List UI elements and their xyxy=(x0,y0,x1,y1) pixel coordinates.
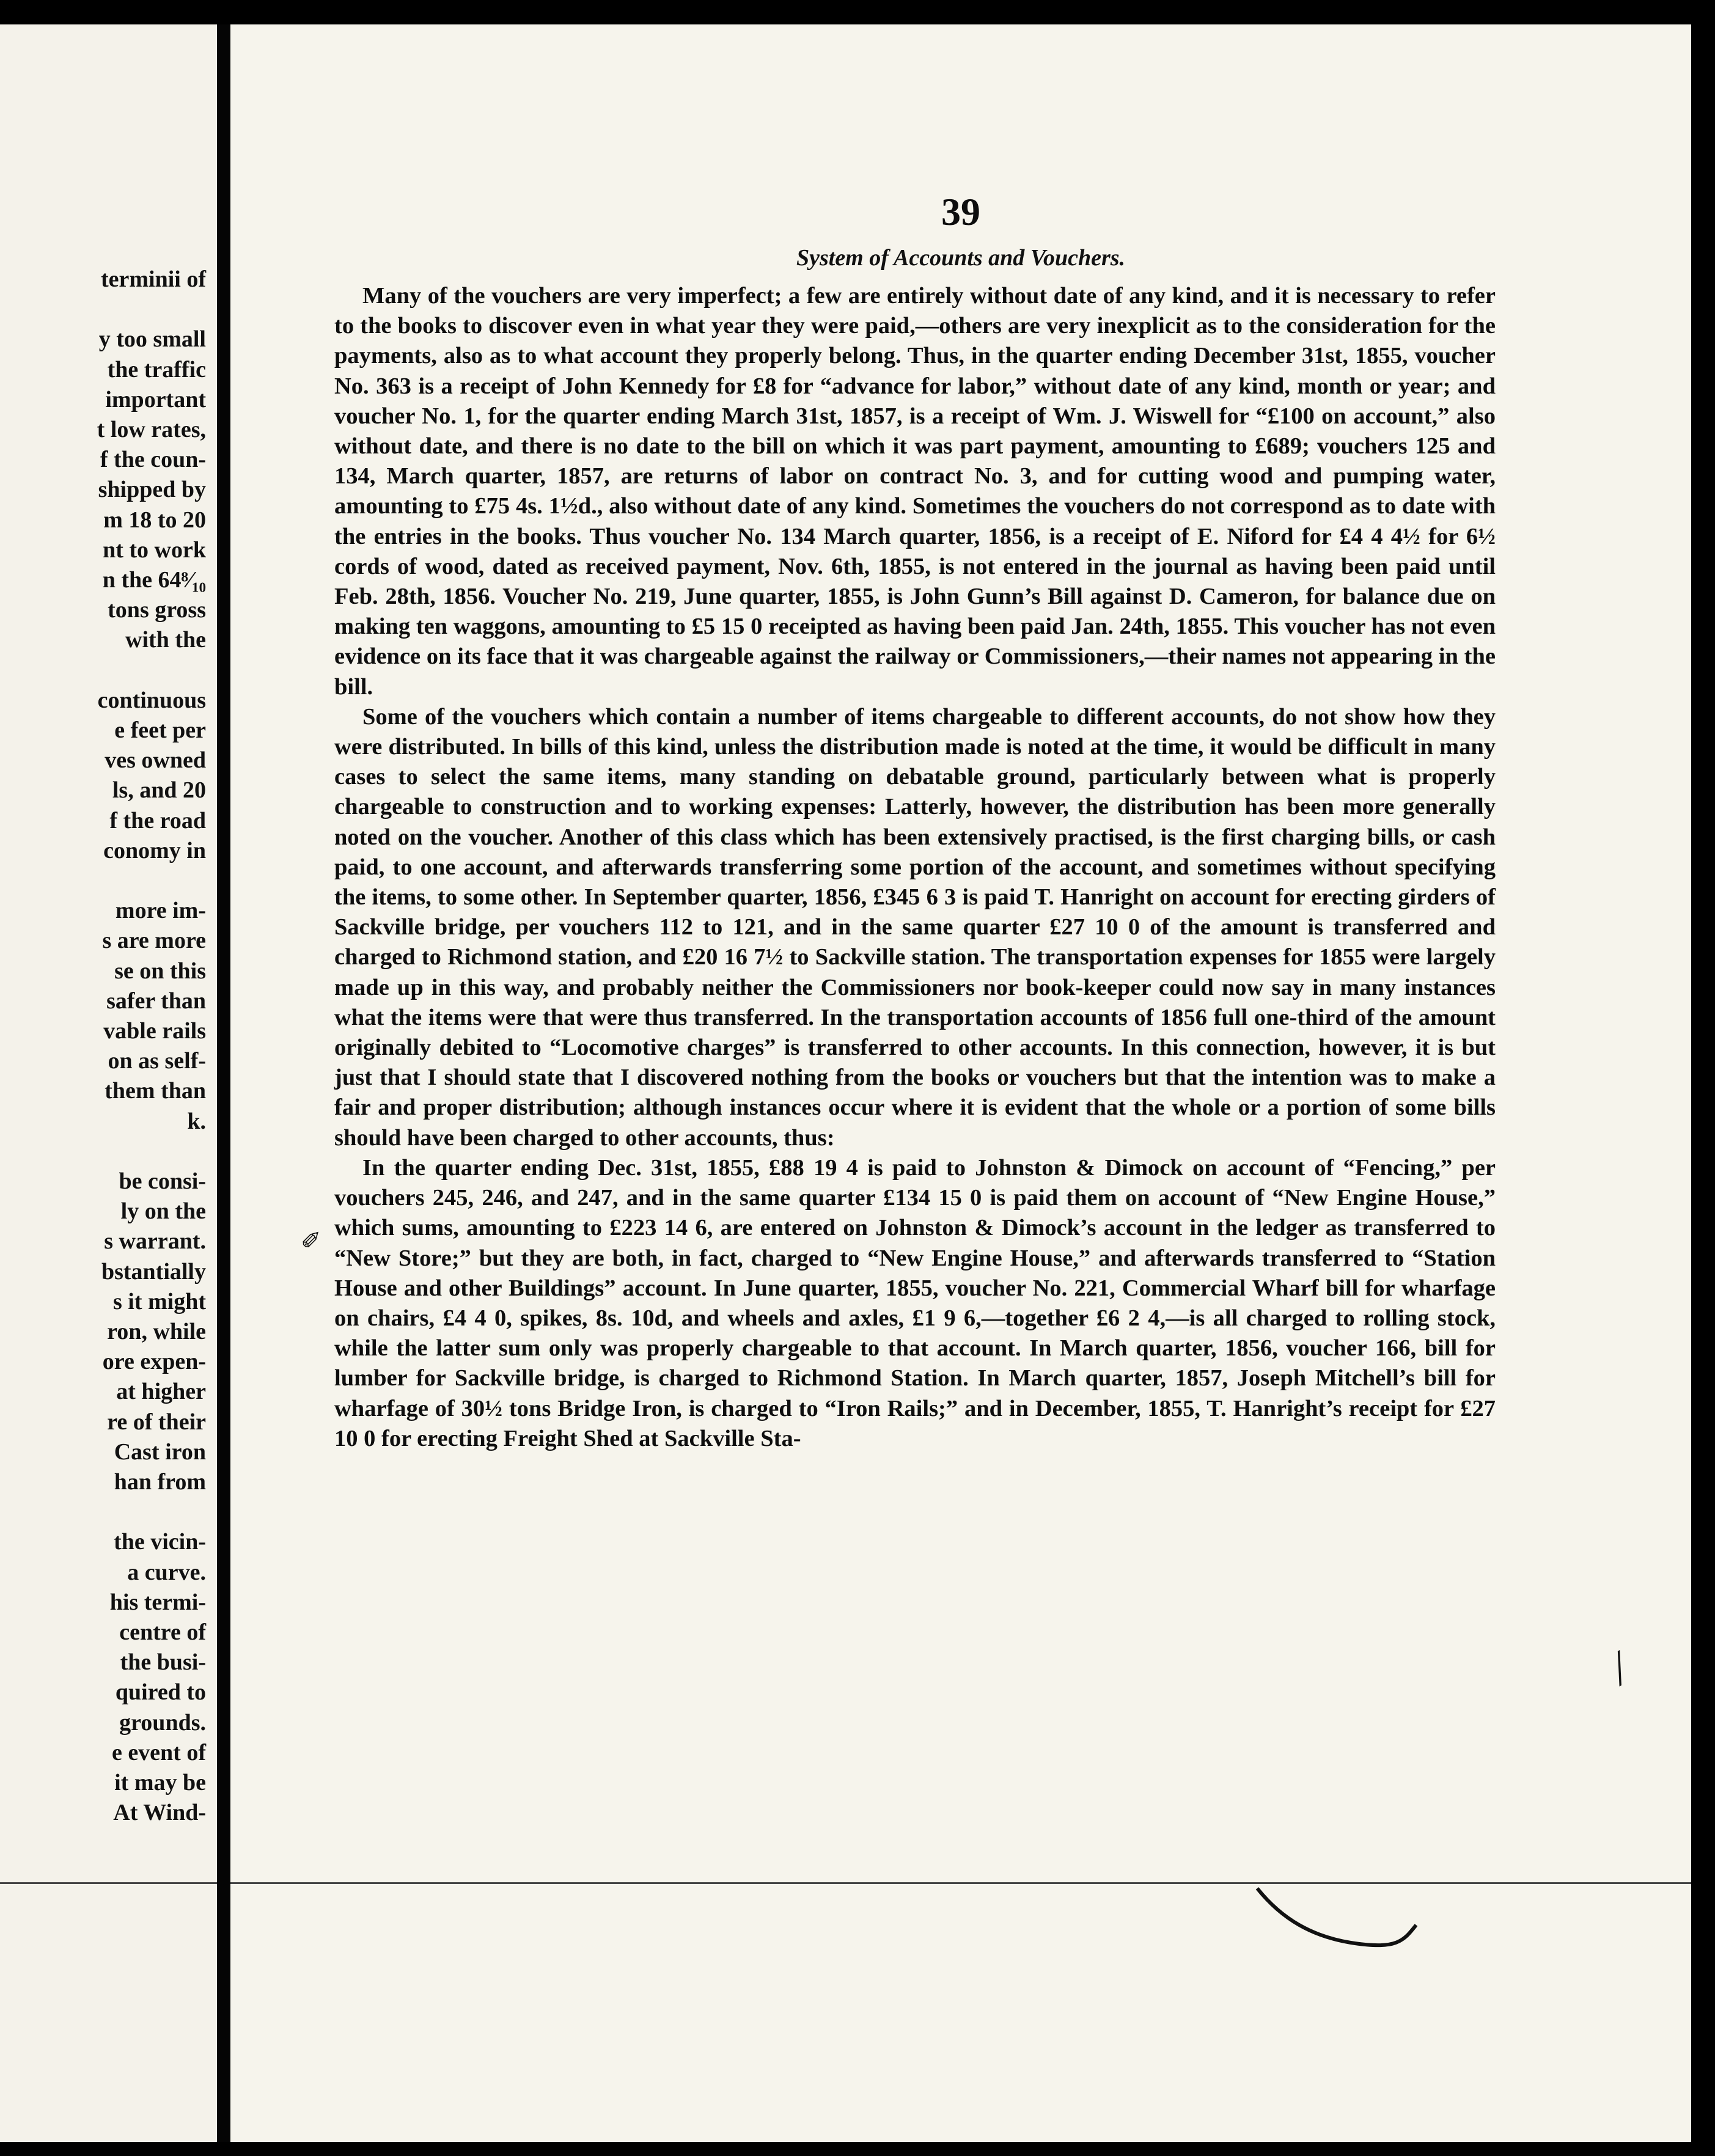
facing-page-line: m 18 to 20 xyxy=(103,507,206,533)
facing-page-line: safer than xyxy=(106,988,206,1014)
facing-page-line: shipped by xyxy=(98,477,206,503)
facing-page-line: his termi- xyxy=(109,1589,206,1615)
facing-page-line: e feet per xyxy=(114,717,206,743)
facing-page-line: f the coun- xyxy=(100,447,206,473)
facing-page-line: re of their xyxy=(107,1409,206,1435)
facing-page-line: f the road xyxy=(109,807,206,834)
scribble-icon xyxy=(1245,1882,1428,1956)
facing-page-line: on as self- xyxy=(108,1048,206,1074)
facing-page-line: at higher xyxy=(116,1379,206,1405)
facing-page-line: the traffic xyxy=(107,356,206,383)
facing-page-line: t low rates, xyxy=(97,417,206,442)
running-head: System of Accounts and Vouchers. xyxy=(796,245,1126,271)
facing-page-line: quired to xyxy=(115,1679,206,1706)
facing-page-line: s it might xyxy=(113,1288,206,1314)
main-page xyxy=(230,24,1691,2142)
facing-page-line: ves owned xyxy=(105,747,206,774)
margin-pencil-mark: ✐ xyxy=(301,1227,321,1255)
page-gutter xyxy=(217,24,230,2142)
facing-page-line: vable rails xyxy=(103,1018,206,1044)
facing-page-line: terminii of xyxy=(100,266,206,292)
facing-page-line: tons gross xyxy=(108,597,206,623)
facing-page-line: se on this xyxy=(114,958,206,984)
facing-page-line: han from xyxy=(114,1469,206,1495)
facing-page-line: centre of xyxy=(119,1619,206,1645)
paragraph-2: Some of the vouchers which contain a number of items chargeable to different accounts, do not show how they were distributed. In bills of this kind, unless the distribution made is noted at the time, it would be difficult in many cases to select the same items, many standing on debatable ground, particularly between what is properly chargeable to construction and to working expenses: Latterly, however, the distribution has been more generally noted on the voucher. Another of this class which has been extensively practised, is the first charging bills, or cash paid, to one account, and afterwards transferring some portion of the account, and sometimes without specifying the items, to some other. In September quarter, 1856, £345 6 3 is paid T. Hanright on account for erecting girders of Sackville bridge, per vouchers 112 to 121, and in the same quarter £27 10 0 of the amount is transferred and charged to Richmond station, and £20 16 7½ to Sackville station. The transportation expenses for 1855 were largely made up in this way, and probably neither the Commissioners nor book-keeper could now say in many instances what the items were that were thus transferred. In the transportation accounts of 1856 full one-third of the amount originally debited to “Locomotive charges” is transferred to other accounts. In this connection, however, it is but just that I should state that I discovered nothing from the books or vouchers but that the intention was to make a fair and proper distribution; although instances occur where it is evident that the whole or a portion of some bills should have been charged to other accounts, thus: xyxy=(334,703,1496,1151)
facing-page-line: grounds. xyxy=(119,1709,206,1736)
page-bottom-rule xyxy=(230,1882,1691,1884)
facing-page-line: ly on the xyxy=(120,1198,206,1225)
facing-page-line: them than xyxy=(105,1078,206,1104)
facing-page-line: s are more xyxy=(102,928,206,954)
facing-page-line: e event of xyxy=(111,1739,206,1766)
facing-page-fragment xyxy=(0,24,217,2142)
paragraph-3: In the quarter ending Dec. 31st, 1855, £88 19 4 is paid to Johnston & Dimock on account of “Fencing,” per vouchers 245, 246, and 247, and in the same quarter £134 15 0 is paid them on account of “New Engine House,” which sums, amounting to £223 14 6, are entered on Johnston & Dimock’s account in the ledger as transferred to “New Store;” but they are both, in fact, charged to “New Engine House,” and afterwards transferred to “Station House and other Buildings” account. In June quarter, 1855, voucher No. 221, Commercial Wharf bill for wharfage on chairs, £4 4 0, spikes, 8s. 10d, and wheels and axles, £1 9 6,—together £6 2 4,—is all charged to rolling stock, while the latter sum only was properly chargeable to that account. In March quarter, 1856, voucher 166, bill for lumber for Sackville bridge, is charged to Richmond Station. In March quarter, 1857, Joseph Mitchell’s bill for wharfage of 30½ tons Bridge Iron, is charged to “Iron Rails;” and in December, 1855, T. Hanright’s receipt for £27 10 0 for erecting Freight Shed at Sackville Sta- xyxy=(334,1154,1496,1451)
facing-page-line: with the xyxy=(125,627,206,653)
page-number: 39 xyxy=(941,190,980,233)
facing-page-line: k. xyxy=(187,1108,206,1134)
facing-page-line: nt to work xyxy=(103,537,206,563)
paragraph-1: Many of the vouchers are very imperfect; a few are entirely without date of any kind, and it is necessary to refer to the books to discover even in what year they were paid,—others are very inexplicit as to the consideration for the payments, also as to what account they properly belong. Thus, in the quarter ending December 31st, 1855, voucher No. 363 is a receipt of John Kennedy for £8 for “advance for labor,” without date of any kind, month or year; and voucher No. 1, for the quarter ending March 31st, 1857, is a receipt of Wm. J. Wiswell for “£100 on account,” also without date, and there is no date to the bill on which it was part payment, amounting to £689; vouchers 125 and 134, March quarter, 1857, are returns of labor on contract No. 3, and for cutting wood and pumping water, amounting to £75 4s. 1½d., also without date of any kind. Sometimes the vouchers do not correspond as to date with the entries in the books. Thus voucher No. 134 March quarter, 1856, is a receipt of E. Niford for £4 4 4½ for 6½ cords of wood, dated as received payment, Nov. 6th, 1855, is not entered in the journal as having been paid until Feb. 28th, 1856. Voucher No. 219, June quarter, 1855, is John Gunn’s Bill against D. Cameron, for balance due on making ten waggons, amounting to £5 15 0 receipted as having been paid Jan. 24th, 1855. This voucher has not even evidence on its face that it was chargeable against the railway or Commissioners,—their names not appearing in the bill. xyxy=(334,283,1496,700)
facing-page-line: important xyxy=(105,386,206,413)
facing-page-line: it may be xyxy=(114,1770,206,1795)
facing-page-line: s warrant. xyxy=(104,1228,206,1255)
facing-page-line: a curve. xyxy=(127,1559,206,1585)
facing-page-line: the busi- xyxy=(120,1649,206,1676)
facing-page-line: y too small xyxy=(98,326,206,353)
facing-page-line: the vicin- xyxy=(114,1529,206,1555)
facing-page-line: n the 64⁸⁄₁₀ xyxy=(102,567,206,593)
facing-page-line: be consi- xyxy=(119,1168,206,1194)
facing-page-line: conomy in xyxy=(103,837,206,864)
facing-page-line: bstantially xyxy=(101,1258,206,1285)
facing-page-line: ore expen- xyxy=(102,1349,206,1375)
facing-page-line: continuous xyxy=(97,687,206,713)
facing-page-line: ls, and 20 xyxy=(112,777,206,804)
bottom-scribble-mark xyxy=(1245,1882,1428,1956)
body-text xyxy=(334,281,1496,1454)
facing-page-line: more im- xyxy=(115,898,206,924)
facing-page-line: At Wind- xyxy=(113,1800,206,1826)
facing-page-line: ron, while xyxy=(107,1319,206,1344)
facing-page-bottom-rule xyxy=(0,1882,217,1884)
facing-page-line: Cast iron xyxy=(114,1439,206,1465)
margin-stroke-mark: ╱ xyxy=(1605,1651,1635,1687)
